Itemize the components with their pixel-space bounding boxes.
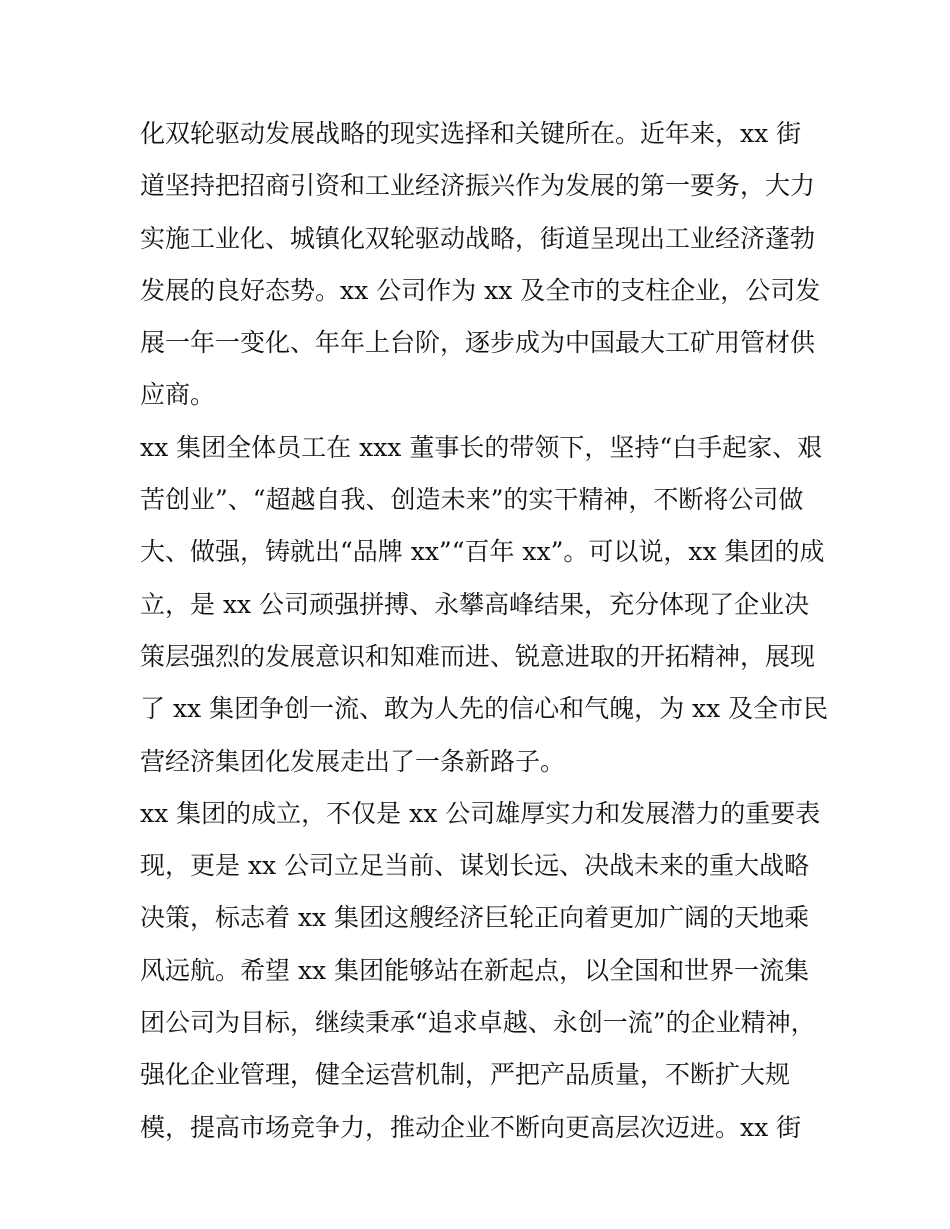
text-line: 大、做强，铸就出“品牌 xx”“百年 xx”。可以说，xx 集团的成	[140, 537, 825, 567]
text-line: 团公司为目标，继续秉承“追求卓越、永创一流”的企业精神，	[140, 1008, 816, 1038]
text-line: 化双轮驱动发展战略的现实选择和关键所在。近年来，xx 街	[140, 119, 802, 148]
text-line: xx 集团的成立，不仅是 xx 公司雄厚实力和发展潜力的重要表	[140, 798, 821, 828]
text-line: 发展的良好态势。xx 公司作为 xx 及全市的支柱企业，公司发	[140, 275, 821, 305]
text-line: 苦创业”、“超越自我、创造未来”的实干精神，不断将公司做	[140, 485, 804, 515]
text-line: 模，提高市场竞争力，推动企业不断向更高层次迈进。xx 街	[140, 1112, 802, 1142]
text-line: 道坚持把招商引资和工业经济振兴作为发展的第一要务，大力	[140, 171, 816, 201]
document-body	[140, 108, 830, 1154]
text-line: 应商。	[140, 380, 216, 410]
text-line: 决策，标志着 xx 集团这艘经济巨轮正向着更加广阔的天地乘	[140, 903, 810, 933]
text-line: 现，更是 xx 公司立足当前、谋划长远、决战未来的重大战略	[140, 851, 810, 881]
text-line: 实施工业化、城镇化双轮驱动战略，街道呈现出工业经济蓬勃	[140, 223, 816, 253]
text-line: 立，是 xx 公司顽强拼搏、永攀高峰结果，充分体现了企业决	[140, 589, 810, 619]
text-line: 了 xx 集团争创一流、敢为人先的信心和气魄，为 xx 及全市民	[140, 694, 829, 724]
text-line: 营经济集团化发展走出了一条新路子。	[140, 746, 566, 776]
text-line: 强化企业管理，健全运营机制，严把产品质量，不断扩大规	[140, 1060, 791, 1090]
text-line: 风远航。希望 xx 集团能够站在新起点，以全国和世界一流集	[140, 955, 810, 985]
text-line: 策层强烈的发展意识和知难而进、锐意进取的开拓精神，展现	[140, 641, 816, 671]
text-line: xx 集团全体员工在 xxx 董事长的带领下，坚持“白手起家、艰	[140, 432, 823, 462]
text-line: 展一年一变化、年年上台阶，逐步成为中国最大工矿用管材供	[140, 328, 816, 358]
